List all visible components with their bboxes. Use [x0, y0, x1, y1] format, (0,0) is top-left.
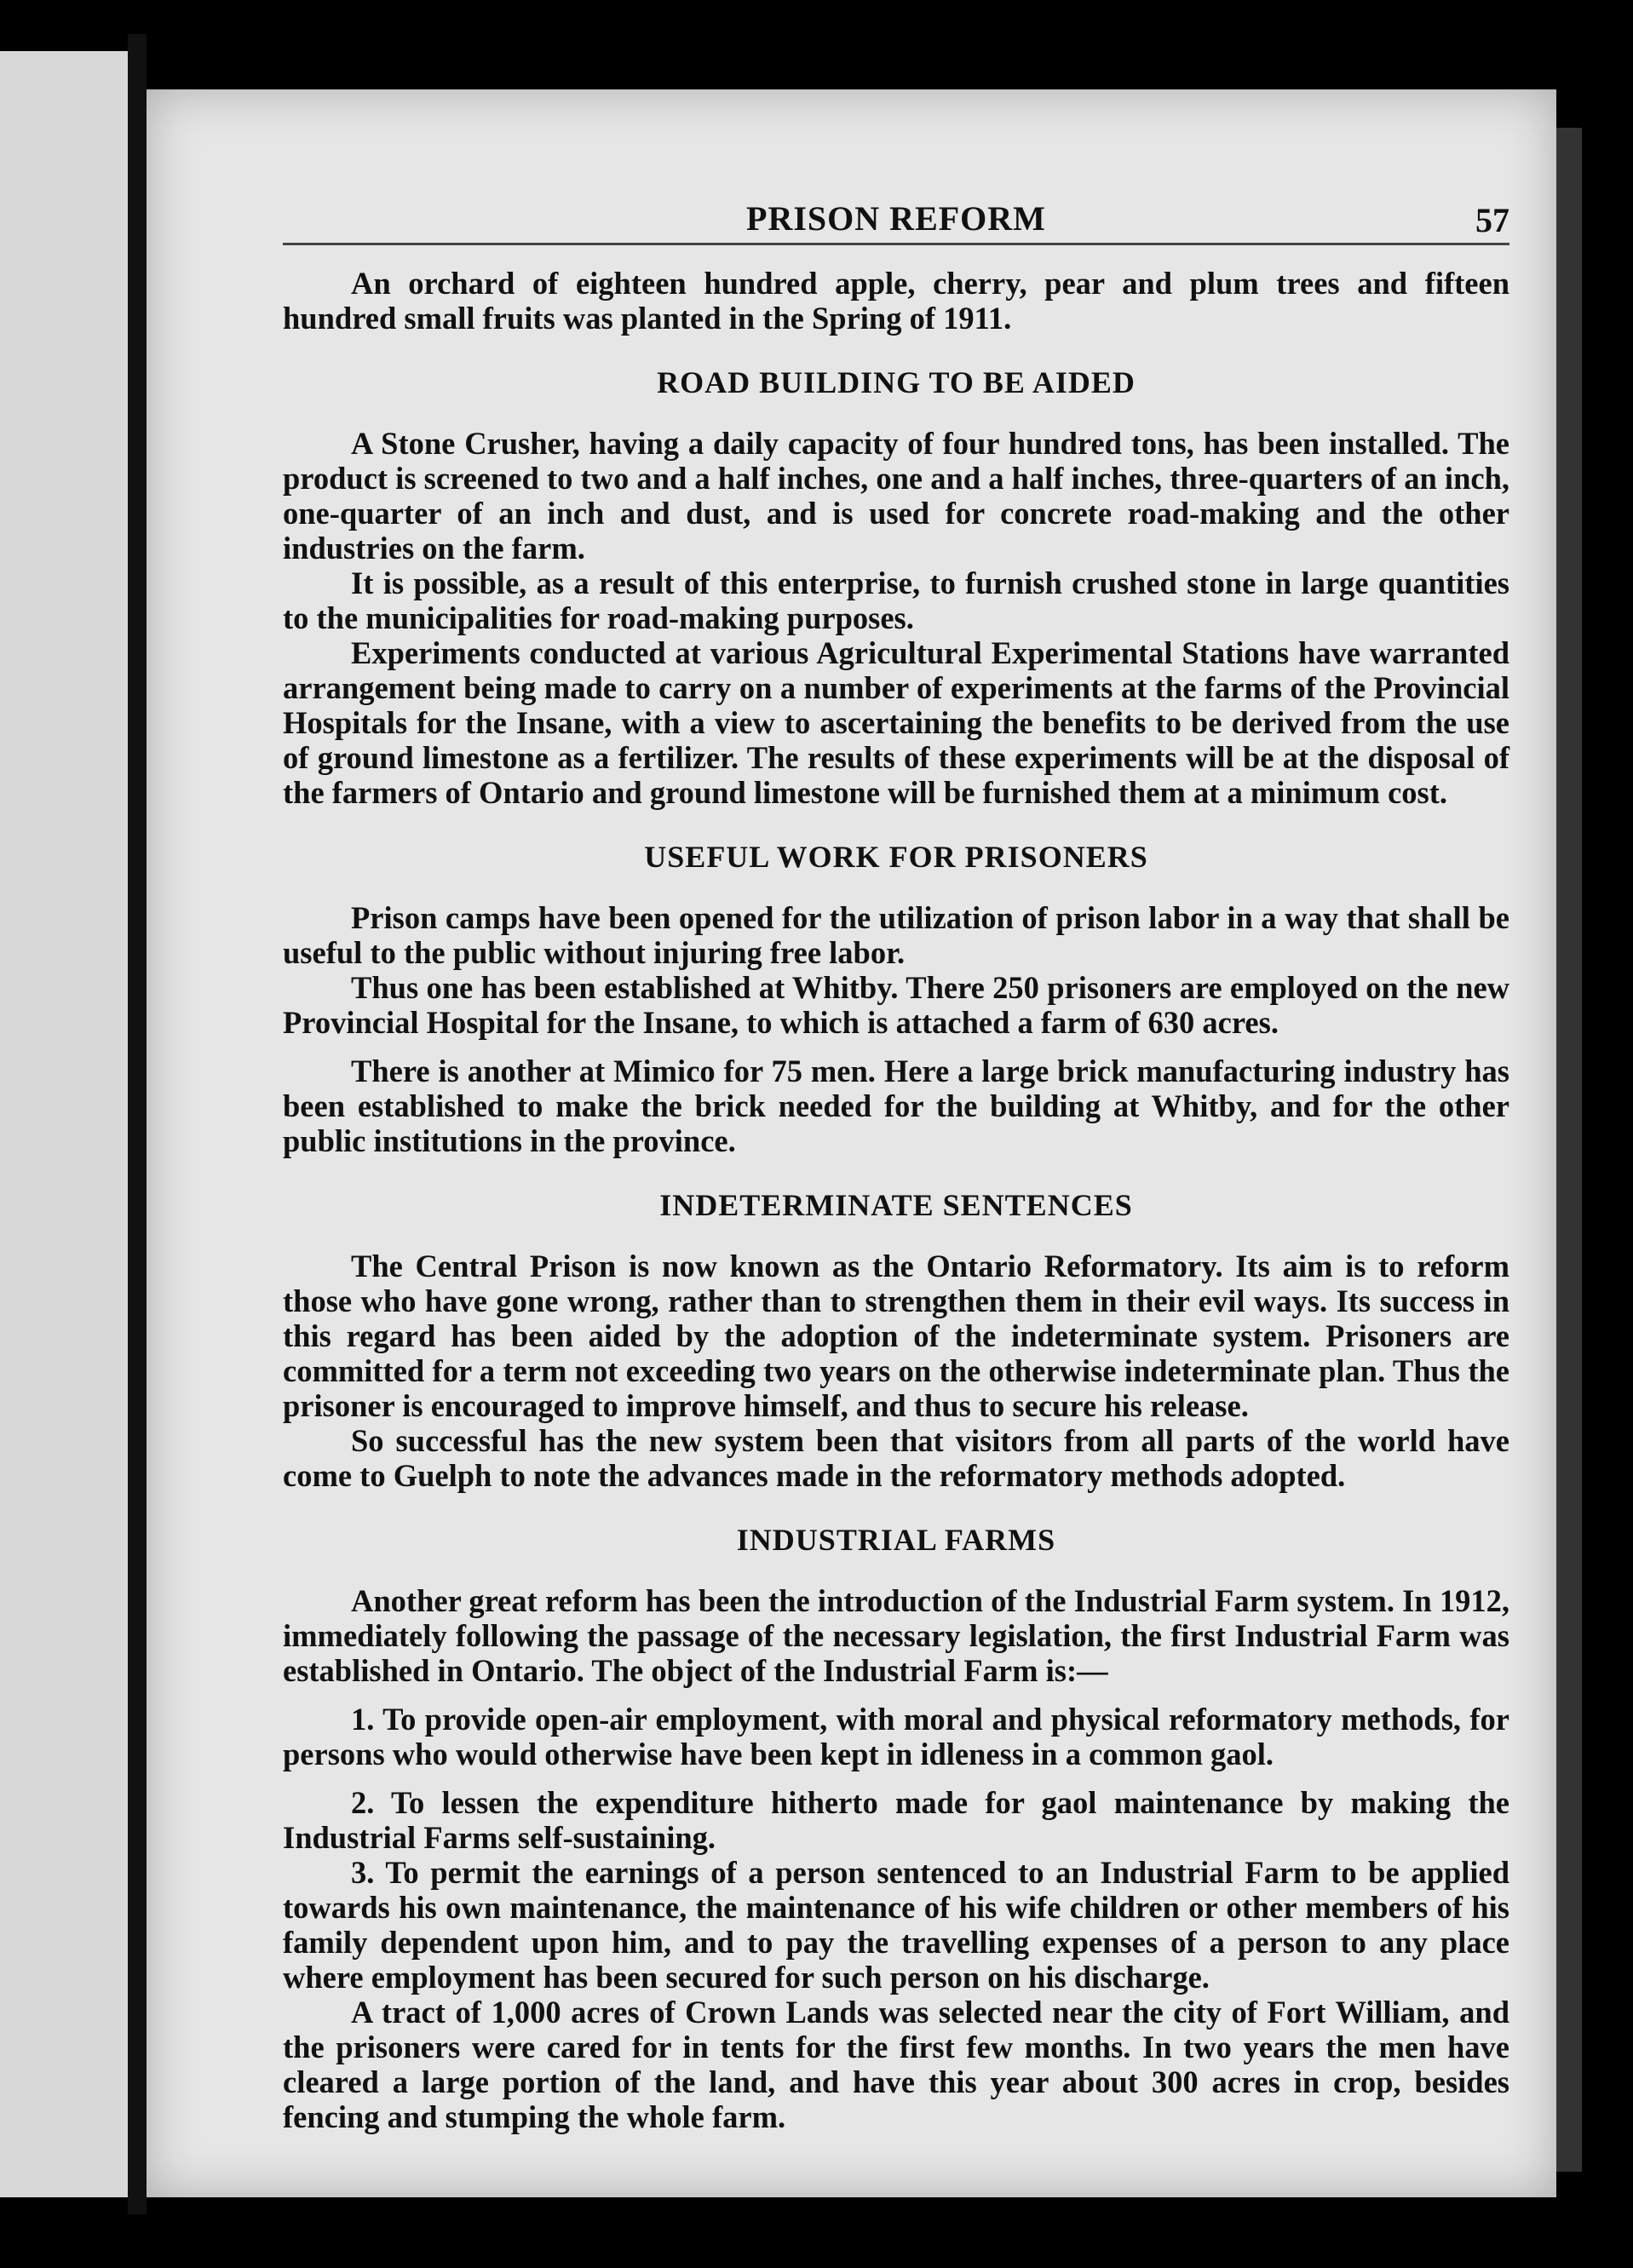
running-header	[283, 192, 1509, 245]
paragraph: So successful has the new system been that visitors from all parts of the world have come to Guelph to note the advances made in the reformatory methods adopted.	[283, 1423, 1509, 1493]
paragraph: A tract of 1,000 acres of Crown Lands was selected near the city of Fort William, and the prisoners were cared for in tents for the first few months. In two years the men have cleared a large portion of the land, and have this year about 300 acres in crop, besides fencing and stumping the whole farm.	[283, 1995, 1509, 2134]
paragraph: There is another at Mimico for 75 men. Here a large brick manufacturing industry has been established to make the brick needed for the building at Whitby, and for the other public institutions in the province.	[283, 1054, 1509, 1158]
paragraph: Another great reform has been the introduction of the Industrial Farm system. In 1912, immediately following the passage of the necessary legislation, the first Industrial Farm was established in Ontario. The object of the Industrial Farm is:—	[283, 1583, 1509, 1688]
section-heading: USEFUL WORK FOR PRISONERS	[644, 840, 1148, 874]
section-useful-work	[283, 839, 1509, 1158]
paragraph: Prison camps have been opened for the utilization of prison labor in a way that shall be useful to the public without injuring free labor.	[283, 900, 1509, 970]
list-item: 1. To provide open-air employment, with moral and physical reformatory methods, for persons who would otherwise have been kept in idleness in a common gaol.	[283, 1702, 1509, 1771]
section-heading: INDUSTRIAL FARMS	[736, 1523, 1056, 1557]
paragraph: The Central Prison is now known as the Ontario Reformatory. Its aim is to reform those who have gone wrong, rather than to strengthen them in their evil ways. Its success in this regard has been aided by the adoption of the indeterminate system. Prisoners are committed for a term not exceeding two years on the otherwise indeterminate plan. Thus the prisoner is encouraged to improve himself, and thus to secure his release.	[283, 1249, 1509, 1423]
book-gutter	[128, 34, 147, 2214]
section-industrial-farms	[283, 1522, 1509, 2134]
paragraph: Thus one has been established at Whitby. There 250 prisoners are employed on the new Provincial Hospital for the Insane, to which is attached a farm of 630 acres.	[283, 970, 1509, 1040]
section-heading: ROAD BUILDING TO BE AIDED	[657, 365, 1136, 399]
running-title: PRISON REFORM	[746, 199, 1046, 238]
facing-page-edge	[0, 51, 133, 2197]
paragraph: It is possible, as a result of this enterprise, to furnish crushed stone in large quantities to the municipalities for road-making purposes.	[283, 566, 1509, 635]
intro-paragraph: An orchard of eighteen hundred apple, cherry, pear and plum trees and fifteen hundred small fruits was planted in the Spring of 1911.	[283, 266, 1509, 336]
section-road-building	[283, 365, 1509, 810]
section-heading: INDETERMINATE SENTENCES	[659, 1188, 1133, 1222]
list-item: 2. To lessen the expenditure hitherto made for gaol maintenance by making the Industrial Farms self-sustaining.	[283, 1785, 1509, 1855]
page-content	[283, 192, 1509, 2134]
list-item: 3. To permit the earnings of a person sentenced to an Industrial Farm to be applied towards his own maintenance, the maintenance of his wife children or other members of his family dependent upon him, and to pay the travelling expenses of a person to any place where employment has been secured for such person on his discharge.	[283, 1855, 1509, 1995]
book-page	[147, 89, 1556, 2197]
paragraph: A Stone Crusher, having a daily capacity of four hundred tons, has been installed. The product is screened to two and a half inches, one and a half inches, three-quarters of an inch, one-quarter of an inch and dust, and is used for concrete road-making and the other industries on the farm.	[283, 426, 1509, 566]
page-edge-shadow	[1556, 128, 1582, 2172]
paragraph: Experiments conducted at various Agricultural Experimental Stations have warranted arrangement being made to carry on a number of experiments at the farms of the Provincial Hospitals for the Insane, with a view to ascertaining the benefits to be derived from the use of ground limestone as a fertilizer. The results of these experiments will be at the disposal of the farmers of Ontario and ground limestone will be furnished them at a minimum cost.	[283, 635, 1509, 810]
page-number: 57	[1475, 201, 1509, 239]
section-indeterminate-sentences	[283, 1187, 1509, 1493]
